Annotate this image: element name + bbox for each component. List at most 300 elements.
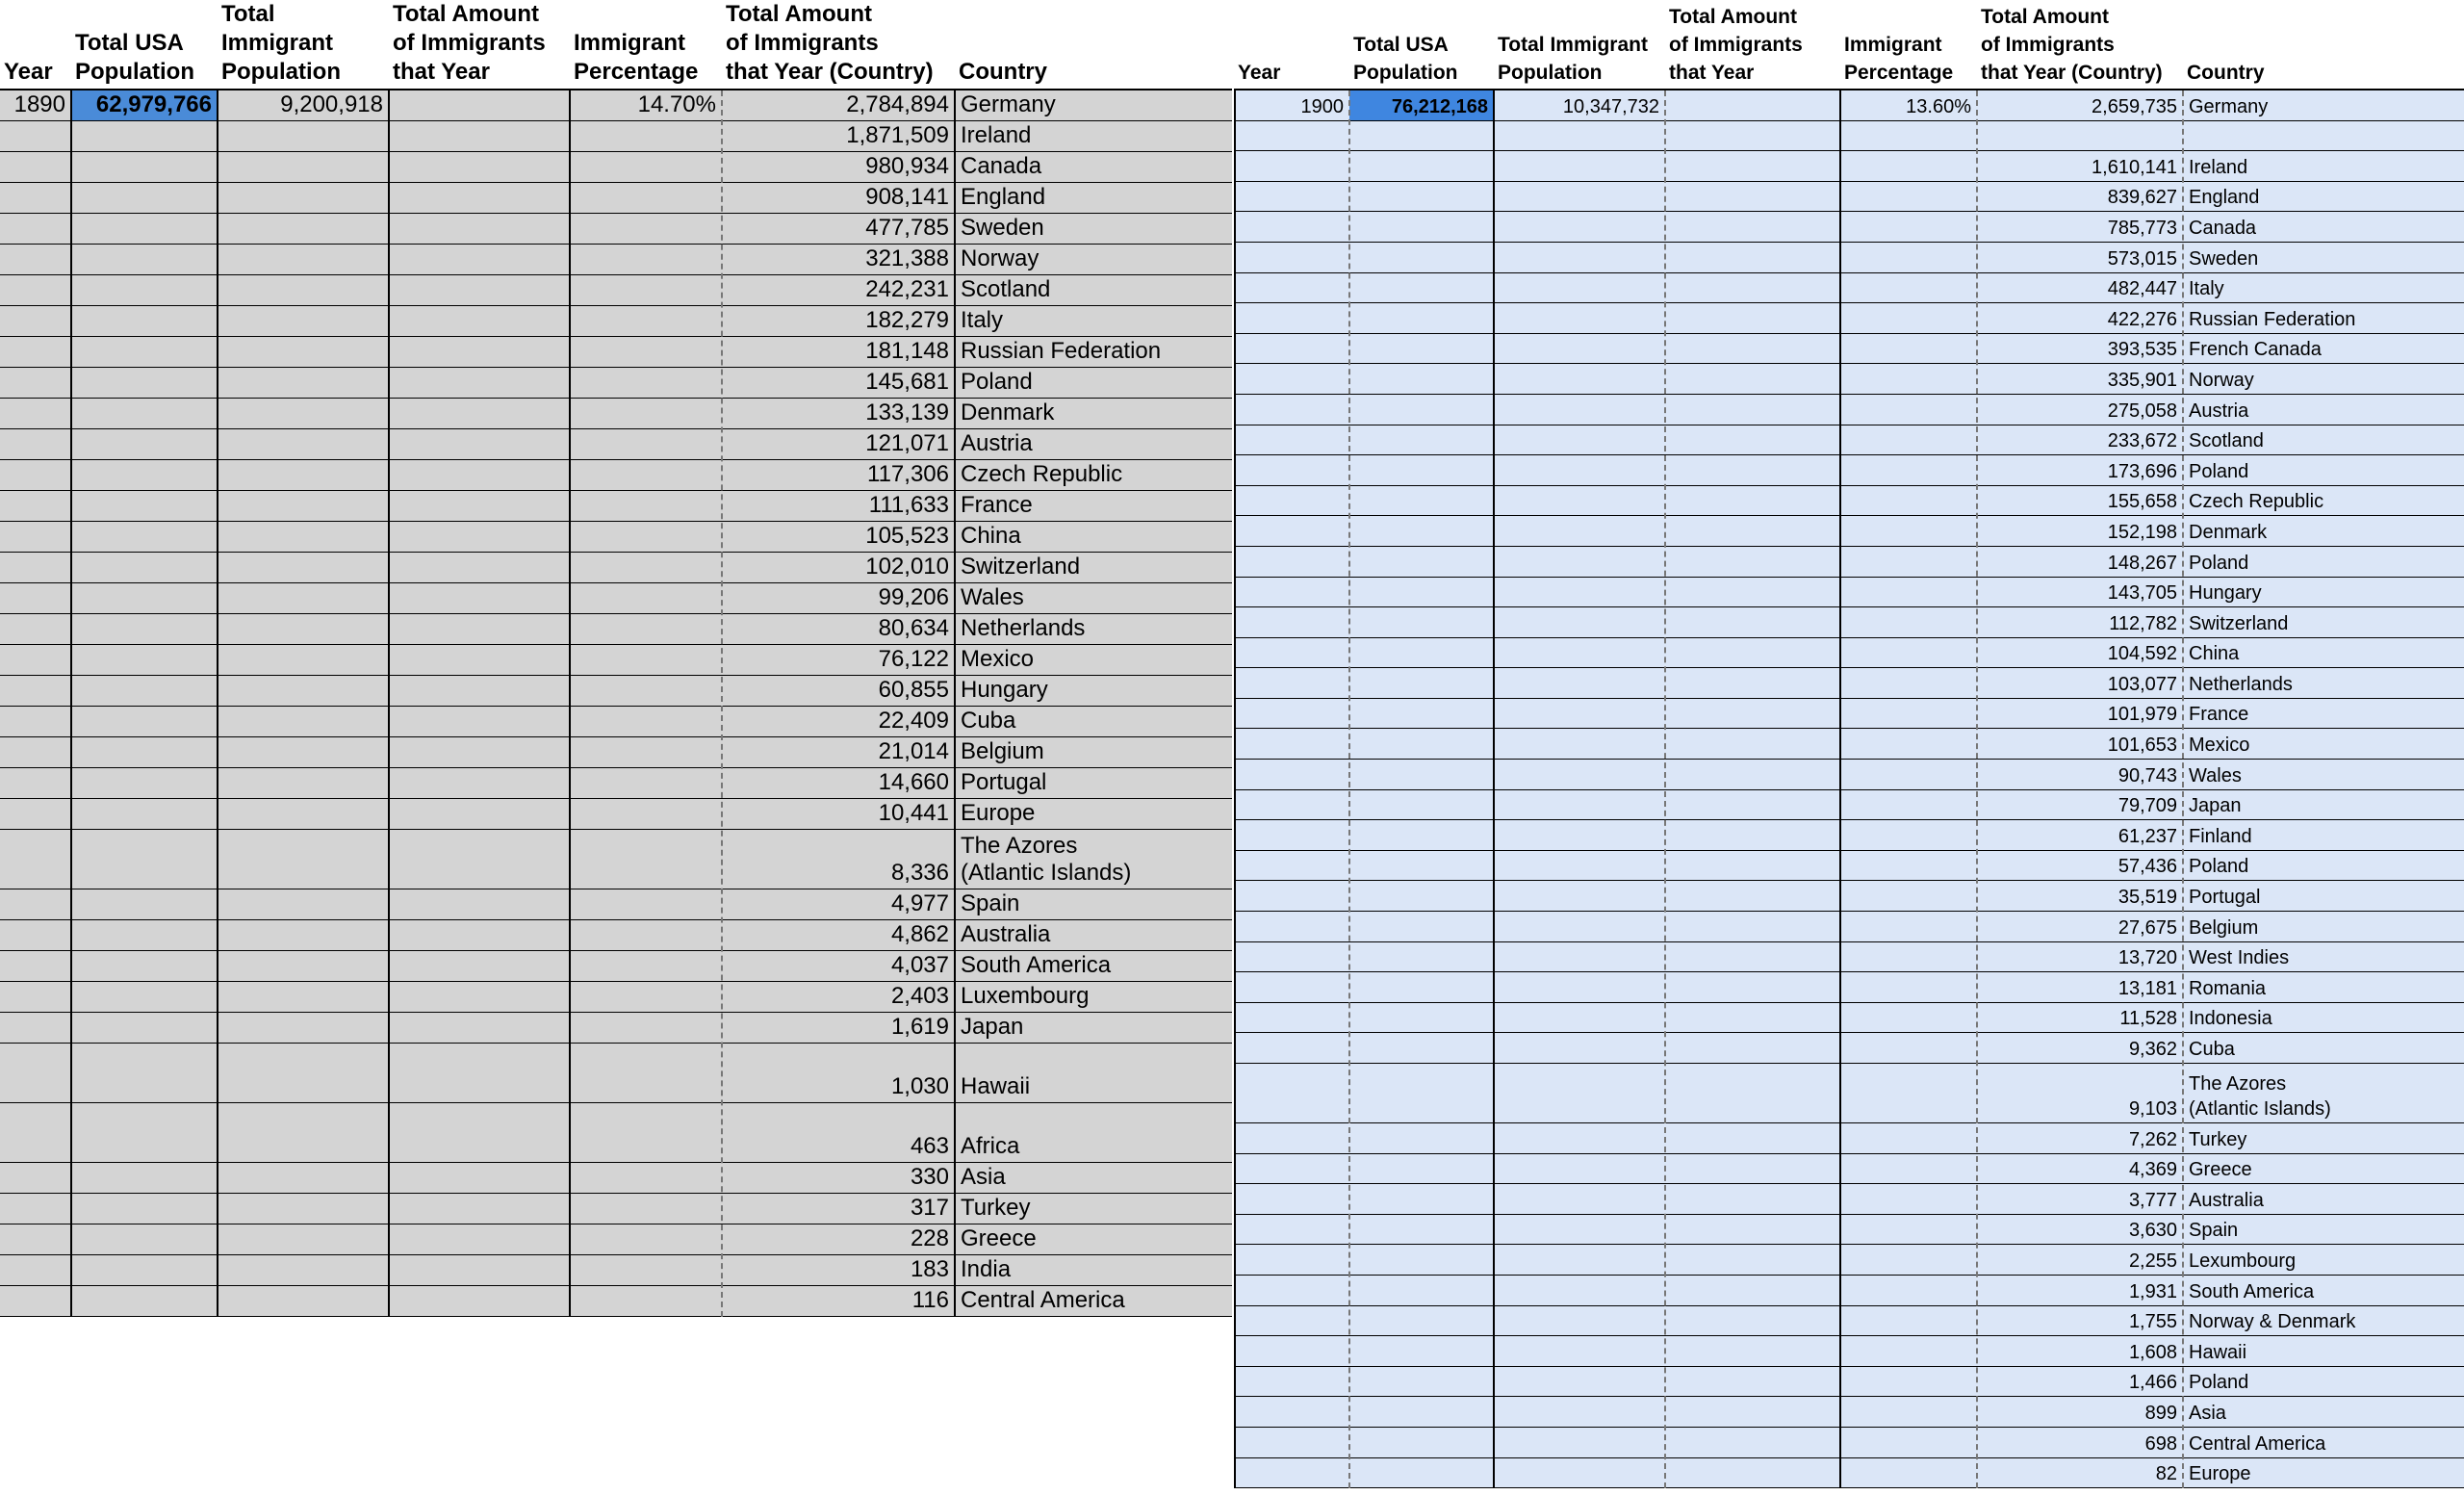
cell-total-usa-population[interactable] [71,275,218,305]
cell-total-amount-that-year[interactable] [1665,90,1840,120]
cell-total-usa-population[interactable] [71,1194,218,1224]
cell-total-immigrant-population[interactable] [1494,1336,1665,1366]
cell-total-usa-population[interactable] [1349,1428,1494,1457]
cell-total-usa-population[interactable] [1349,1367,1494,1397]
cell-year[interactable] [0,337,71,367]
cell-total-immigrant-population[interactable] [218,645,389,675]
cell-immigrant-percentage[interactable] [1840,1428,1977,1457]
cell-total-usa-population[interactable] [71,889,218,919]
cell-immigrant-percentage[interactable] [570,1286,722,1316]
cell-country[interactable]: Europe [961,800,1036,826]
cell-total-usa-population[interactable] [71,214,218,244]
cell-year[interactable] [0,737,71,767]
cell-total-immigrant-population[interactable] [218,920,389,950]
cell-immigrant-percentage[interactable] [1840,151,1977,181]
cell-immigrant-percentage[interactable] [570,1163,722,1193]
cell-total-amount-that-year[interactable] [389,1044,570,1102]
cell-total-amount-that-year[interactable] [1665,395,1840,425]
cell-country[interactable]: Czech Republic [961,461,1123,487]
cell-total-amount-that-year[interactable] [389,707,570,736]
cell-total-immigrant-population[interactable] [1494,1276,1665,1305]
cell-total-usa-population[interactable] [1349,334,1494,364]
cell-total-amount-country[interactable]: 839,627 [2107,187,2177,209]
cell-total-amount-country[interactable]: 1,931 [2128,1280,2177,1302]
cell-total-amount-that-year[interactable] [1665,1184,1840,1214]
cell-total-usa-population[interactable] [71,1163,218,1193]
cell-total-immigrant-population[interactable] [218,676,389,706]
cell-year[interactable] [1234,1033,1349,1063]
cell-country[interactable]: Hawaii [961,1073,1031,1099]
cell-immigrant-percentage[interactable] [1840,820,1977,850]
cell-country[interactable]: Switzerland [961,554,1081,580]
cell-immigrant-percentage[interactable] [570,707,722,736]
cell-year[interactable] [1234,303,1349,333]
cell-total-amount-that-year[interactable] [1665,820,1840,850]
cell-total-amount-country[interactable]: 242,231 [865,276,949,302]
cell-total-amount-that-year[interactable] [389,337,570,367]
cell-total-usa-population[interactable] [1349,790,1494,820]
cell-total-amount-country[interactable]: 335,901 [2107,369,2177,391]
cell-total-amount-country[interactable]: 1,871,509 [846,122,949,148]
cell-total-amount-that-year[interactable] [1665,182,1840,212]
cell-total-amount-that-year[interactable] [389,889,570,919]
cell-immigrant-percentage[interactable] [1840,1458,1977,1488]
cell-total-immigrant-population[interactable] [218,1194,389,1224]
cell-country[interactable]: Austria [961,430,1033,456]
cell-year[interactable]: 1890 [13,91,65,117]
cell-total-amount-that-year[interactable] [389,553,570,582]
cell-total-immigrant-population[interactable] [218,799,389,829]
cell-total-immigrant-population[interactable] [218,522,389,552]
cell-country[interactable]: The Azores (Atlantic Islands) [2189,1073,2331,1120]
cell-immigrant-percentage[interactable] [1840,1003,1977,1033]
cell-total-immigrant-population[interactable] [218,707,389,736]
cell-immigrant-percentage[interactable] [1840,729,1977,759]
cell-year[interactable] [1234,760,1349,789]
cell-country[interactable]: Hungary [961,677,1048,703]
cell-country[interactable]: Germany [2189,95,2269,117]
cell-total-amount-country[interactable]: 61,237 [2118,825,2177,847]
cell-year[interactable] [0,121,71,151]
cell-total-amount-country[interactable]: 152,198 [2107,521,2177,543]
cell-country[interactable]: Europe [2189,1463,2251,1485]
cell-immigrant-percentage[interactable] [570,830,722,889]
cell-immigrant-percentage[interactable] [570,645,722,675]
cell-total-immigrant-population[interactable] [218,1255,389,1285]
cell-total-usa-population[interactable] [71,737,218,767]
cell-year[interactable] [1234,699,1349,729]
cell-total-amount-country[interactable]: 60,855 [878,677,949,703]
cell-total-amount-that-year[interactable] [389,90,570,120]
cell-year[interactable] [0,245,71,274]
cell-year[interactable] [0,889,71,919]
cell-total-usa-population[interactable] [1349,881,1494,911]
cell-total-amount-that-year[interactable] [389,799,570,829]
cell-year[interactable] [0,152,71,182]
cell-country[interactable] [2183,121,2464,151]
cell-country[interactable]: Cuba [961,708,1016,734]
cell-year[interactable] [1234,1336,1349,1366]
cell-immigrant-percentage[interactable] [570,152,722,182]
cell-total-immigrant-population[interactable] [1494,1184,1665,1214]
cell-total-usa-population[interactable] [71,951,218,981]
cell-total-immigrant-population[interactable] [218,306,389,336]
cell-total-immigrant-population[interactable] [218,1286,389,1316]
cell-total-amount-that-year[interactable] [389,951,570,981]
cell-total-amount-country[interactable]: 1,755 [2128,1311,2177,1333]
cell-total-amount-that-year[interactable] [389,768,570,798]
cell-total-amount-that-year[interactable] [1665,1397,1840,1427]
cell-total-amount-that-year[interactable] [1665,1215,1840,1245]
cell-total-usa-population[interactable] [1349,972,1494,1002]
cell-total-immigrant-population[interactable] [218,429,389,459]
cell-total-amount-country[interactable]: 573,015 [2107,247,2177,270]
cell-country[interactable]: Belgium [2189,916,2259,939]
cell-total-amount-that-year[interactable] [389,214,570,244]
cell-total-amount-country[interactable]: 3,630 [2128,1220,2177,1242]
cell-total-amount-country[interactable]: 102,010 [865,554,949,580]
cell-total-amount-that-year[interactable] [1665,364,1840,394]
cell-total-amount-that-year[interactable] [1665,881,1840,911]
cell-total-amount-that-year[interactable] [1665,151,1840,181]
cell-total-amount-country[interactable]: 477,785 [865,215,949,241]
cell-immigrant-percentage[interactable] [1840,1336,1977,1366]
cell-immigrant-percentage[interactable] [1840,1306,1977,1336]
cell-total-amount-country[interactable]: 422,276 [2107,308,2177,330]
cell-year[interactable] [1234,212,1349,242]
cell-total-amount-country[interactable]: 317 [910,1195,949,1221]
cell-year[interactable] [1234,1154,1349,1184]
cell-immigrant-percentage[interactable]: 14.70% [637,91,716,117]
cell-total-amount-country[interactable]: 321,388 [865,245,949,271]
cell-total-amount-that-year[interactable] [389,491,570,521]
header-total-amount-that-year[interactable]: Total Amount of Immigrants that Year [393,1,546,85]
cell-total-amount-that-year[interactable] [389,830,570,889]
cell-total-amount-country[interactable]: 112,782 [2109,612,2177,634]
cell-immigrant-percentage[interactable] [1840,972,1977,1002]
cell-country[interactable]: Greece [2189,1159,2252,1181]
cell-country[interactable]: Canada [2189,217,2257,239]
cell-total-usa-population[interactable] [1349,1154,1494,1184]
header-country[interactable]: Country [959,59,1047,85]
cell-total-amount-that-year[interactable] [389,1224,570,1254]
cell-total-immigrant-population[interactable] [1494,1033,1665,1063]
cell-country[interactable]: Greece [961,1225,1037,1251]
cell-total-usa-population[interactable] [71,982,218,1012]
cell-total-usa-population[interactable] [71,553,218,582]
cell-immigrant-percentage[interactable] [1840,1123,1977,1153]
cell-immigrant-percentage[interactable] [570,614,722,644]
cell-total-immigrant-population[interactable] [1494,1458,1665,1488]
cell-country[interactable]: Denmark [2189,521,2268,543]
cell-total-amount-that-year[interactable] [389,121,570,151]
cell-year[interactable] [1234,1367,1349,1397]
cell-year[interactable] [1234,516,1349,546]
cell-total-amount-country[interactable]: 143,705 [2107,582,2177,605]
cell-immigrant-percentage[interactable] [570,951,722,981]
cell-year[interactable] [0,1224,71,1254]
cell-year[interactable] [1234,942,1349,972]
cell-immigrant-percentage[interactable] [570,1194,722,1224]
cell-total-usa-population[interactable] [1349,1003,1494,1033]
cell-total-amount-country[interactable]: 980,934 [865,153,949,179]
cell-country[interactable]: France [2189,704,2249,726]
cell-immigrant-percentage[interactable] [570,1103,722,1162]
cell-total-amount-country[interactable]: 111,633 [868,492,949,518]
cell-country[interactable]: Mexico [961,646,1035,672]
cell-year[interactable] [0,768,71,798]
cell-total-amount-country[interactable]: 79,709 [2118,795,2177,817]
cell-country[interactable]: Hawaii [2189,1341,2247,1363]
cell-total-immigrant-population[interactable] [218,1103,389,1162]
cell-total-amount-that-year[interactable] [389,368,570,398]
cell-year[interactable] [1234,425,1349,455]
cell-country[interactable]: Austria [2189,400,2249,422]
cell-total-amount-country[interactable]: 1,619 [890,1014,949,1040]
cell-total-amount-country[interactable]: 1,030 [890,1073,949,1099]
cell-total-immigrant-population[interactable] [218,768,389,798]
cell-total-amount-that-year[interactable] [389,152,570,182]
cell-total-immigrant-population[interactable] [218,1224,389,1254]
cell-total-usa-population[interactable] [71,460,218,490]
cell-total-immigrant-population[interactable] [1494,121,1665,151]
cell-total-amount-country[interactable]: 4,977 [890,890,949,916]
cell-total-immigrant-population[interactable] [1494,578,1665,607]
cell-total-amount-country[interactable]: 90,743 [2118,764,2177,786]
cell-total-immigrant-population[interactable] [218,245,389,274]
header-total-usa-population[interactable]: Total USA Population [75,30,194,85]
cell-immigrant-percentage[interactable] [570,583,722,613]
cell-total-amount-that-year[interactable] [1665,547,1840,577]
cell-immigrant-percentage[interactable] [570,368,722,398]
cell-total-usa-population[interactable] [1349,1276,1494,1305]
cell-country[interactable]: Turkey [2189,1128,2247,1150]
cell-year[interactable] [1234,638,1349,668]
cell-total-usa-population[interactable] [1349,1033,1494,1063]
cell-year[interactable] [0,707,71,736]
cell-total-amount-that-year[interactable] [389,275,570,305]
cell-immigrant-percentage[interactable] [1840,212,1977,242]
header-total-amount-country[interactable]: Total Amount of Immigrants that Year (Country) [1981,6,2163,84]
cell-total-amount-that-year[interactable] [389,399,570,428]
cell-total-usa-population[interactable] [71,707,218,736]
cell-total-amount-that-year[interactable] [1665,1154,1840,1184]
cell-total-usa-population[interactable] [1349,1458,1494,1488]
cell-total-immigrant-population[interactable] [1494,851,1665,881]
cell-immigrant-percentage[interactable] [1840,790,1977,820]
cell-year[interactable] [0,214,71,244]
cell-total-usa-population[interactable] [71,1224,218,1254]
cell-year[interactable] [0,676,71,706]
cell-total-amount-country[interactable]: 899 [2144,1402,2177,1424]
cell-total-usa-population[interactable] [1349,1397,1494,1427]
cell-year[interactable] [0,275,71,305]
cell-country[interactable]: Asia [961,1164,1006,1190]
cell-immigrant-percentage[interactable] [1840,1245,1977,1275]
cell-total-amount-that-year[interactable] [1665,1064,1840,1122]
cell-total-immigrant-population[interactable] [1494,547,1665,577]
cell-year[interactable] [0,1044,71,1102]
cell-immigrant-percentage[interactable] [1840,1064,1977,1122]
cell-total-usa-population[interactable] [71,1286,218,1316]
cell-immigrant-percentage[interactable] [570,676,722,706]
cell-total-usa-population[interactable] [1349,1064,1494,1122]
cell-country[interactable]: Turkey [961,1195,1031,1221]
cell-total-usa-population[interactable] [1349,912,1494,941]
cell-total-amount-that-year[interactable] [1665,668,1840,698]
cell-total-amount-that-year[interactable] [1665,851,1840,881]
cell-country[interactable]: French Canada [2189,339,2322,361]
cell-immigrant-percentage[interactable] [570,306,722,336]
cell-total-amount-country[interactable]: 233,672 [2107,430,2177,452]
cell-total-amount-that-year[interactable] [1665,760,1840,789]
cell-year[interactable] [1234,1428,1349,1457]
cell-immigrant-percentage[interactable] [1840,455,1977,485]
cell-immigrant-percentage[interactable] [570,737,722,767]
cell-total-amount-that-year[interactable] [1665,303,1840,333]
cell-total-usa-population[interactable] [71,583,218,613]
cell-year[interactable] [1234,364,1349,394]
cell-country[interactable]: Australia [2189,1189,2264,1211]
cell-year[interactable] [0,429,71,459]
cell-year[interactable] [1234,182,1349,212]
cell-total-immigrant-population[interactable]: 9,200,918 [280,91,383,117]
cell-total-amount-country[interactable]: 13,720 [2118,947,2177,969]
cell-total-usa-population[interactable] [71,768,218,798]
cell-total-usa-population[interactable]: 76,212,168 [1349,90,1494,120]
cell-immigrant-percentage[interactable] [1840,912,1977,941]
cell-total-immigrant-population[interactable] [1494,912,1665,941]
cell-total-usa-population[interactable] [1349,820,1494,850]
cell-total-amount-country[interactable]: 99,206 [878,584,949,610]
cell-country[interactable]: Switzerland [2189,612,2289,634]
cell-country[interactable]: Poland [2189,1372,2249,1394]
cell-immigrant-percentage[interactable] [570,429,722,459]
cell-country[interactable]: South America [2189,1280,2315,1302]
cell-country[interactable]: Czech Republic [2189,491,2324,513]
cell-total-amount-country[interactable]: 8,336 [890,860,949,886]
cell-country[interactable]: Poland [2189,460,2249,482]
cell-total-immigrant-population[interactable] [1494,182,1665,212]
cell-year[interactable] [1234,1276,1349,1305]
cell-year[interactable] [0,920,71,950]
cell-year[interactable] [0,1194,71,1224]
cell-total-usa-population[interactable] [71,245,218,274]
cell-country[interactable]: Scotland [961,276,1051,302]
cell-total-immigrant-population[interactable] [218,830,389,889]
cell-total-amount-that-year[interactable] [1665,912,1840,941]
cell-total-amount-that-year[interactable] [1665,1428,1840,1457]
cell-total-usa-population[interactable] [71,337,218,367]
cell-immigrant-percentage[interactable] [1840,1367,1977,1397]
cell-total-immigrant-population[interactable] [218,337,389,367]
cell-total-amount-that-year[interactable] [389,1163,570,1193]
cell-total-immigrant-population[interactable] [1494,1123,1665,1153]
cell-total-amount-that-year[interactable] [1665,1003,1840,1033]
cell-total-usa-population[interactable] [1349,1215,1494,1245]
cell-year[interactable] [0,614,71,644]
cell-country[interactable]: China [961,523,1021,549]
cell-country[interactable]: Spain [961,890,1020,916]
cell-total-usa-population[interactable] [71,1013,218,1043]
cell-total-usa-population[interactable] [71,920,218,950]
cell-total-usa-population[interactable] [1349,243,1494,272]
cell-total-usa-population[interactable] [1349,1336,1494,1366]
cell-immigrant-percentage[interactable] [1840,243,1977,272]
cell-country[interactable]: Sweden [961,215,1044,241]
cell-total-immigrant-population[interactable] [1494,1154,1665,1184]
cell-year[interactable] [1234,1064,1349,1122]
cell-year[interactable] [1234,1306,1349,1336]
cell-total-usa-population[interactable] [71,830,218,889]
cell-year[interactable] [1234,1003,1349,1033]
cell-total-immigrant-population[interactable] [1494,699,1665,729]
cell-immigrant-percentage[interactable] [1840,273,1977,303]
cell-country[interactable]: England [961,184,1046,210]
cell-total-amount-country[interactable]: 393,535 [2107,339,2177,361]
cell-total-amount-that-year[interactable] [1665,212,1840,242]
cell-total-amount-that-year[interactable] [389,676,570,706]
cell-country[interactable]: Netherlands [2189,673,2293,695]
cell-country[interactable]: Wales [2189,764,2242,786]
cell-year[interactable] [1234,1245,1349,1275]
cell-total-amount-that-year[interactable] [1665,334,1840,364]
cell-total-immigrant-population[interactable] [218,152,389,182]
cell-total-amount-country[interactable]: 2,255 [2128,1250,2177,1272]
cell-total-amount-country[interactable]: 228 [910,1225,949,1251]
cell-total-amount-country[interactable] [1977,121,2183,151]
cell-year[interactable] [0,368,71,398]
cell-total-amount-country[interactable]: 82 [2155,1463,2177,1485]
cell-immigrant-percentage[interactable] [1840,1033,1977,1063]
cell-immigrant-percentage[interactable] [1840,303,1977,333]
cell-country[interactable]: Norway [2189,369,2254,391]
cell-year[interactable] [1234,972,1349,1002]
cell-total-amount-that-year[interactable] [389,522,570,552]
cell-year[interactable] [0,1255,71,1285]
cell-total-amount-country[interactable]: 181,148 [865,338,949,364]
cell-country[interactable]: Luxembourg [961,983,1090,1009]
cell-total-amount-that-year[interactable] [1665,455,1840,485]
cell-immigrant-percentage[interactable] [570,491,722,521]
cell-total-amount-that-year[interactable] [1665,942,1840,972]
cell-country[interactable]: Cuba [2189,1039,2235,1060]
cell-total-immigrant-population[interactable] [218,982,389,1012]
header-year[interactable]: Year [1238,62,1281,84]
cell-total-amount-that-year[interactable] [389,1286,570,1316]
cell-year[interactable] [0,522,71,552]
cell-year[interactable] [0,491,71,521]
cell-total-usa-population[interactable] [1349,1306,1494,1336]
cell-total-immigrant-population[interactable] [218,553,389,582]
cell-total-usa-population[interactable] [1349,668,1494,698]
cell-immigrant-percentage[interactable] [1840,942,1977,972]
cell-immigrant-percentage[interactable] [570,275,722,305]
cell-total-amount-country[interactable]: 101,653 [2107,735,2177,757]
cell-total-amount-country[interactable]: 482,447 [2107,278,2177,300]
cell-immigrant-percentage[interactable] [1840,699,1977,729]
cell-total-immigrant-population[interactable] [218,1163,389,1193]
cell-total-immigrant-population[interactable] [218,614,389,644]
cell-country[interactable]: Sweden [2189,247,2259,270]
cell-total-immigrant-population[interactable] [218,183,389,213]
cell-total-immigrant-population[interactable] [218,1013,389,1043]
cell-immigrant-percentage[interactable] [570,245,722,274]
cell-total-amount-country[interactable]: 2,403 [890,983,949,1009]
cell-country[interactable]: Denmark [961,400,1055,425]
cell-total-immigrant-population[interactable] [1494,212,1665,242]
cell-immigrant-percentage[interactable] [1840,1397,1977,1427]
